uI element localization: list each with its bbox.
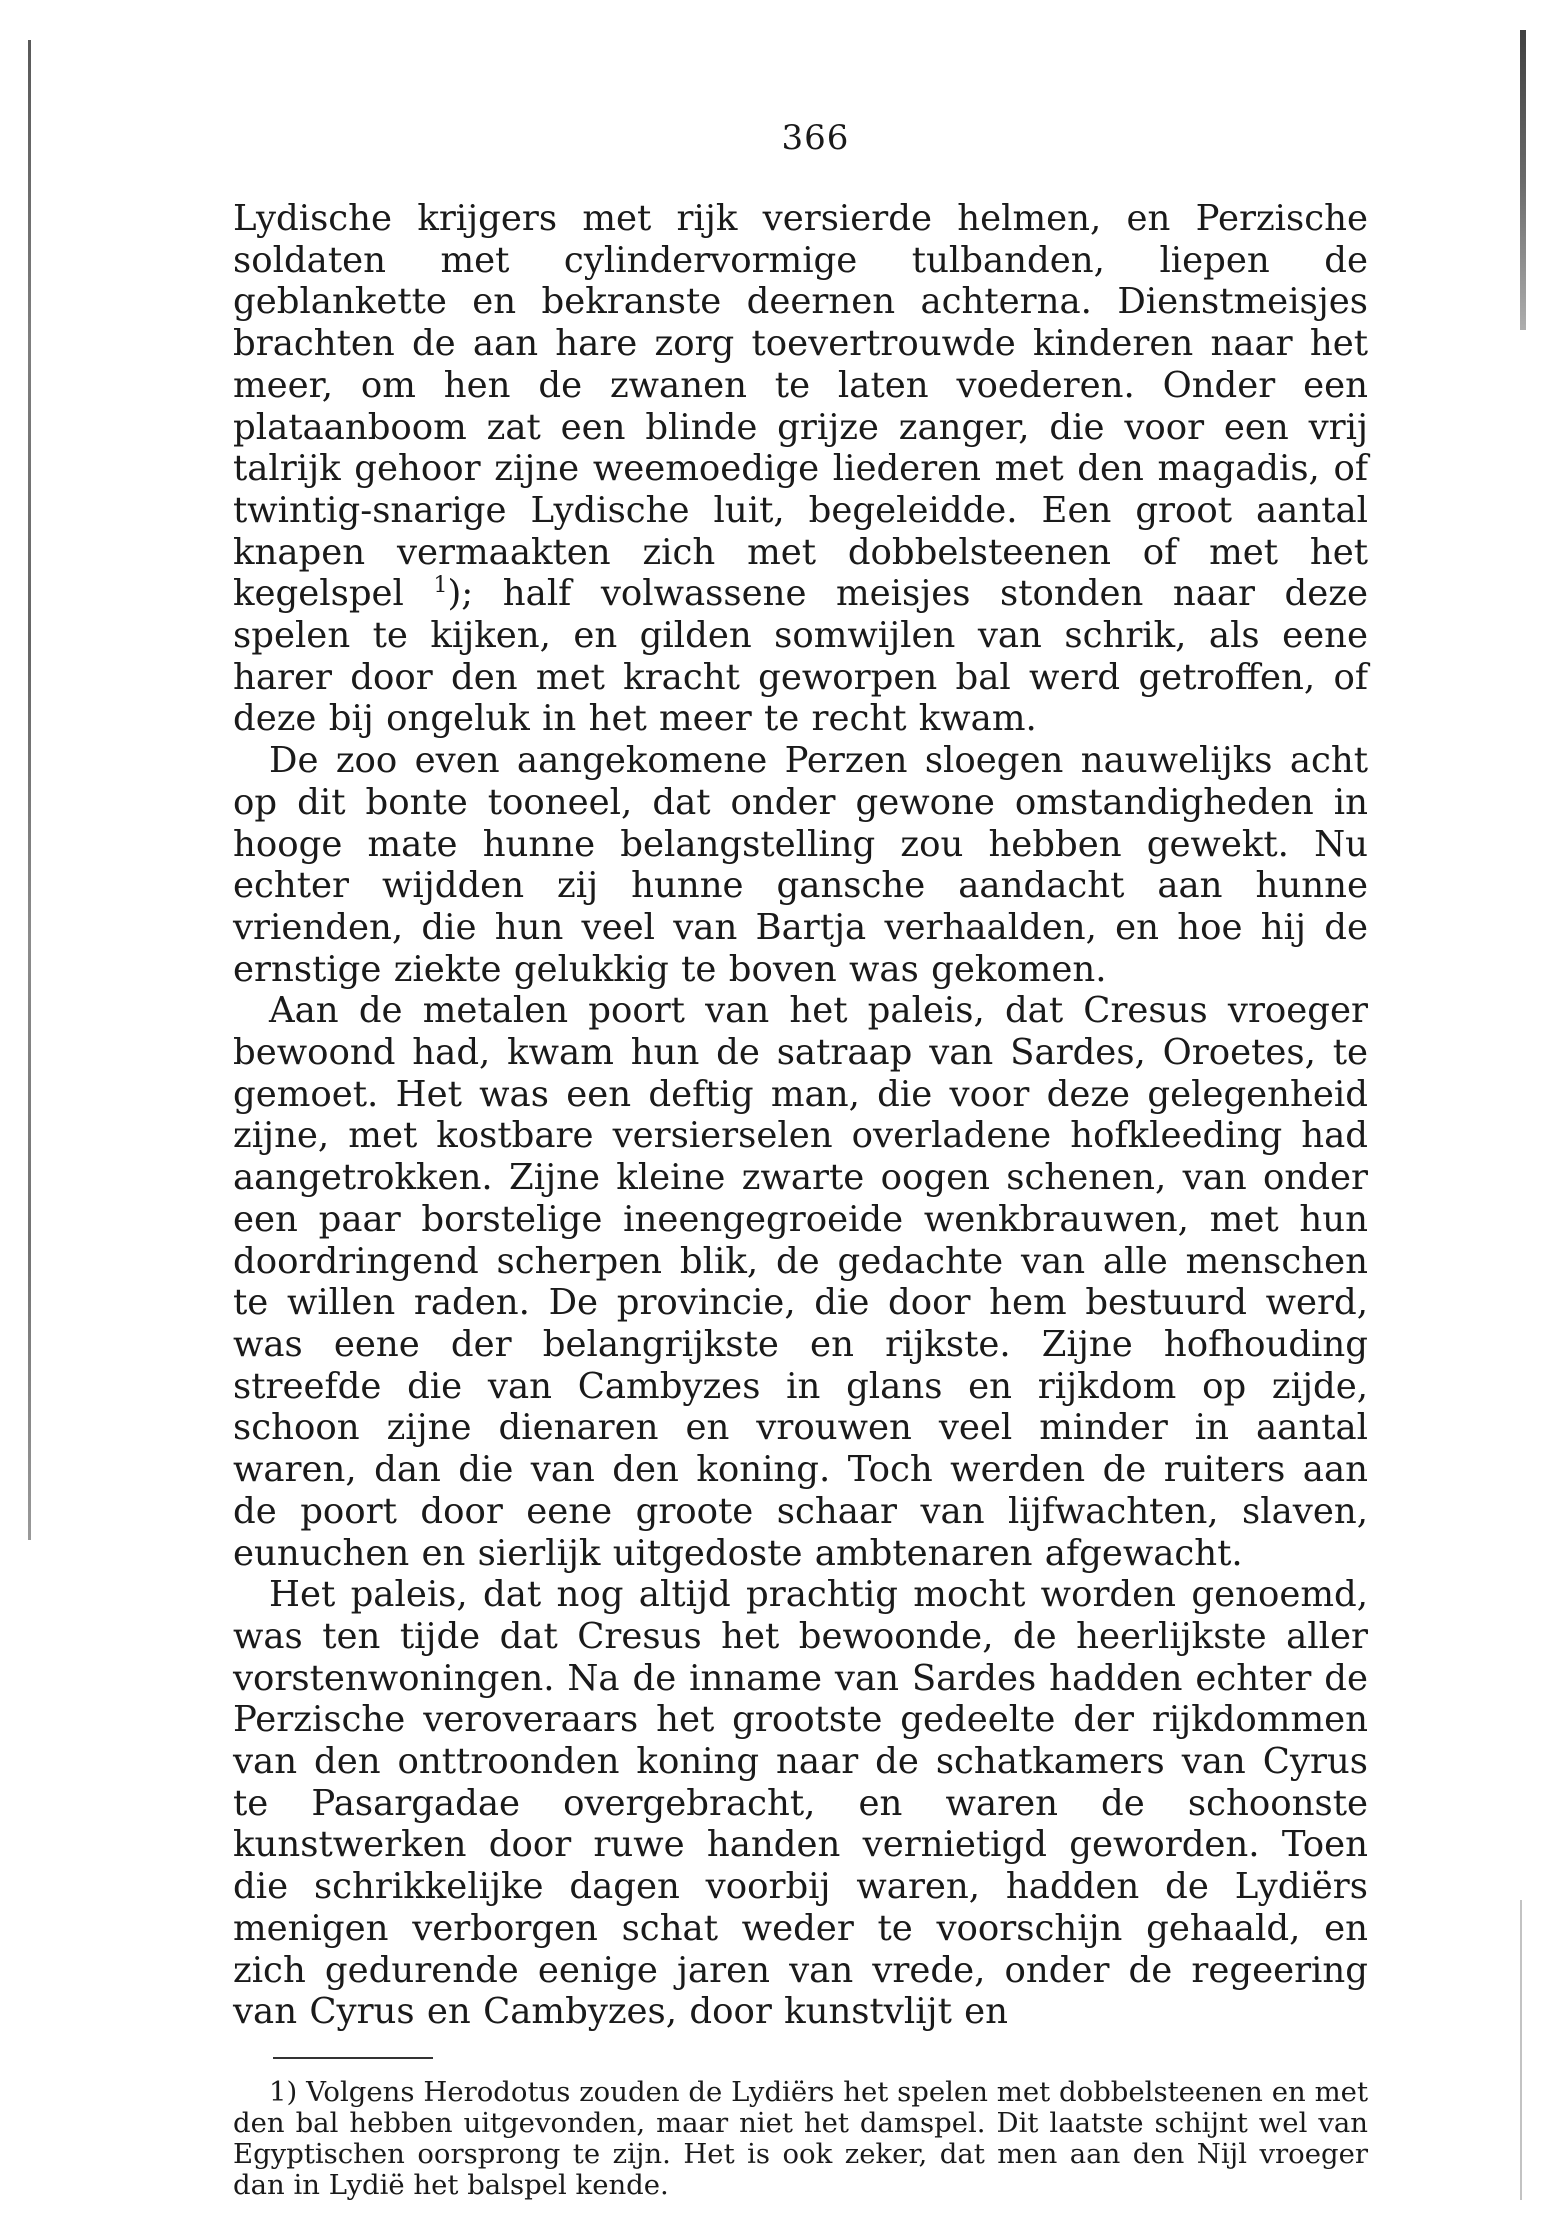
paragraph-4: Het paleis, dat nog altijd prachtig mocht worden genoemd, was ten tijde dat Cresus het bewoonde, de heerlijkste aller vorstenwoningen. Na de inname van Sardes hadden echter de Perzische veroveraars het grootste gedeelte der rijkdommen van den onttroonden koning naar de schatkamers van Cyrus te Pasargadae overgebracht, en waren de schoonste kunstwerken door ruwe handen vernietigd geworden. Toen die schrikkelijke dagen voorbij waren, hadden de Lydiërs menigen verborgen schat weder te voorschijn gehaald, en zich gedurende eenige jaren van vrede, onder de regeering van Cyrus en Cambyzes, door kunstvlijt en: [233, 1574, 1368, 2033]
footnotes: [233, 2077, 1368, 2201]
footnote-reference: 1: [433, 573, 448, 599]
page-number: 366: [781, 118, 850, 158]
scan-edge-right: [1520, 30, 1526, 330]
scan-edge-right-lower: [1520, 1900, 1522, 2200]
book-page: [233, 118, 1368, 2201]
paragraph-1: [233, 198, 1368, 740]
paragraph-1-text: Lydische krijgers met rijk versierde helmen, en Perzische soldaten met cylindervormige tulbanden, liepen de geblankette en bekranste deernen achterna. Dienstmeisjes brachten de aan hare zorg toevertrouwde kinderen naar het meer, om hen de zwanen te laten voederen. Onder een plataanboom zat een blinde grijze zanger, die voor een vrij talrijk gehoor zijne weemoedige liederen met den magadis, of twintig-snarige Lydische luit, begeleidde. Een groot aantal knapen vermaakten zich met dobbelsteenen of met het kegelspel: [233, 198, 1368, 615]
body-text: [233, 198, 1368, 2033]
paragraph-1-text-continued: ); half volwassene meisjes stonden naar deze spelen te kijken, en gilden somwijlen van schrik, als eene harer door den met kracht geworpen bal werd getroffen, of deze bij ongeluk in het meer te recht kwam.: [233, 573, 1368, 740]
footnote-divider: [273, 2057, 433, 2059]
footnote-1: 1) Volgens Herodotus zouden de Lydiërs het spelen met dobbelsteenen en met den bal hebben uitgevonden, maar niet het damspel. Dit laatste schijnt wel van Egyptischen oorsprong te zijn. Het is ook zeker, dat men aan den Nijl vroeger dan in Lydië het balspel kende.: [233, 2075, 1368, 2201]
scan-edge-left: [28, 40, 31, 1540]
paragraph-2: De zoo even aangekomene Perzen sloegen nauwelijks acht op dit bonte tooneel, dat onder gewone omstandigheden in hooge mate hunne belangstelling zou hebben gewekt. Nu echter wijdden zij hunne gansche aandacht aan hunne vrienden, die hun veel van Bartja verhaalden, en hoe hij de ernstige ziekte gelukkig te boven was gekomen.: [233, 740, 1368, 990]
paragraph-3: Aan de metalen poort van het paleis, dat Cresus vroeger bewoond had, kwam hun de satraap van Sardes, Oroetes, te gemoet. Het was een deftig man, die voor deze gelegenheid zijne, met kostbare versierselen overladene hofkleeding had aangetrokken. Zijne kleine zwarte oogen schenen, van onder een paar borstelige ineengegroeide wenkbrauwen, met hun doordringend scherpen blik, de gedachte van alle menschen te willen raden. De provincie, die door hem bestuurd werd, was eene der belangrijkste en rijkste. Zijne hofhouding streefde die van Cambyzes in glans en rijkdom op zijde, schoon zijne dienaren en vrouwen veel minder in aantal waren, dan die van den koning. Toch werden de ruiters aan de poort door eene groote schaar van lijfwachten, slaven, eunuchen en sierlijk uitgedoste ambtenaren afgewacht.: [233, 990, 1368, 1574]
